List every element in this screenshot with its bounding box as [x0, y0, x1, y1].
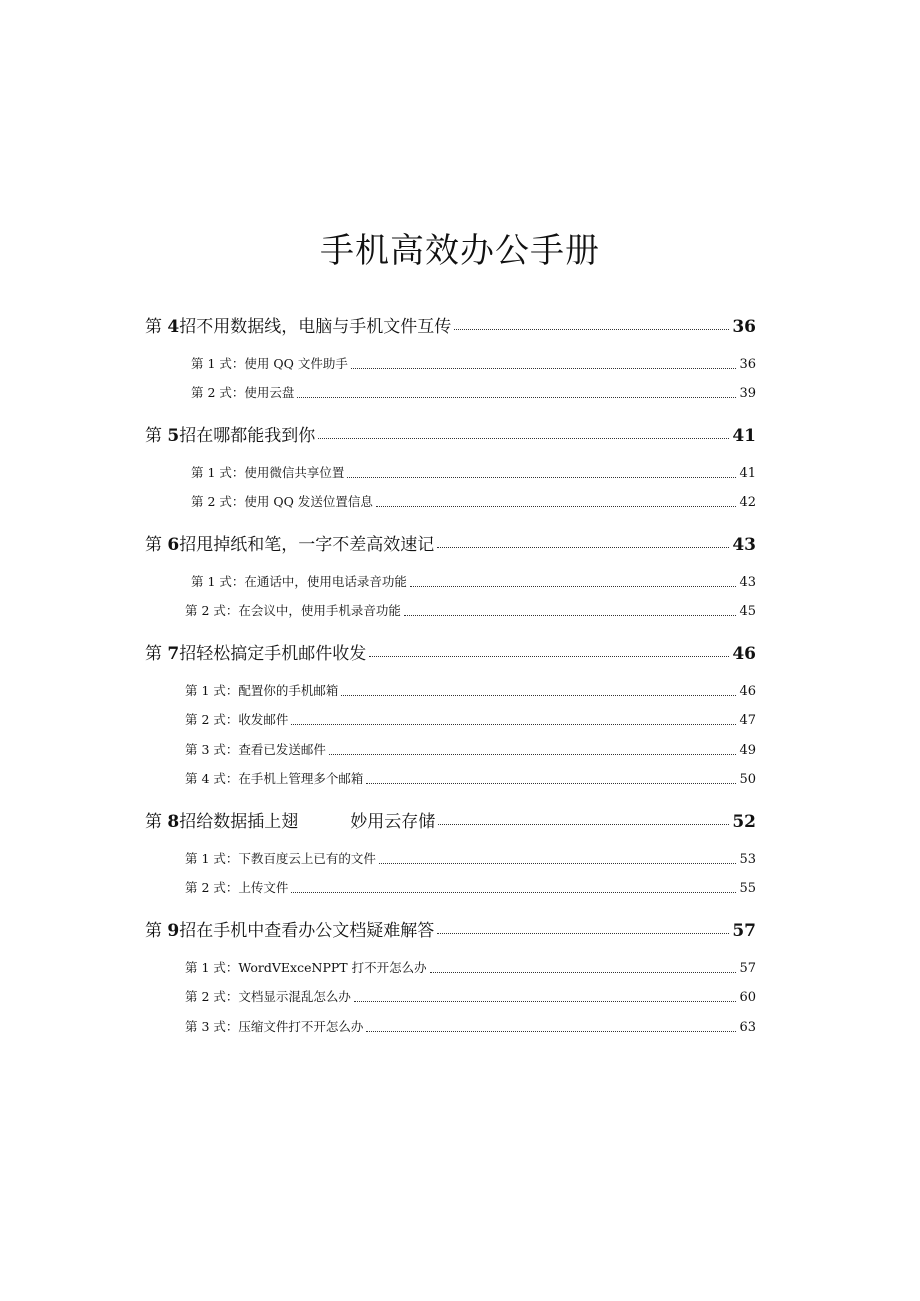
- toc-chapter-9[interactable]: [145, 916, 756, 941]
- dot-leader: [297, 397, 736, 398]
- page-number: 43: [732, 535, 756, 555]
- section-label: 第 2 式：使用云盘: [191, 385, 295, 400]
- page-number: 53: [739, 852, 756, 867]
- section-label: 第 2 式：在会议中，使用手机录音功能: [185, 603, 401, 618]
- toc-section[interactable]: [191, 354, 756, 372]
- chapter-label: 第 4招不用数据线，电脑与手机文件互传: [145, 317, 452, 337]
- page-number: 36: [732, 317, 756, 337]
- toc-section[interactable]: [185, 710, 756, 728]
- dot-leader: [329, 754, 737, 755]
- toc-section[interactable]: [191, 383, 756, 401]
- section-label: 第 2 式：文档显示混乱怎么办: [185, 989, 351, 1004]
- dot-leader: [351, 368, 737, 369]
- toc-section[interactable]: [185, 740, 756, 758]
- section-label: 第 4 式：在手机上管理多个邮箱: [185, 771, 364, 786]
- dot-leader: [438, 824, 729, 825]
- page-number: 57: [732, 921, 756, 941]
- chapter-label: 第 9招在手机中查看办公文档疑难解答: [145, 921, 435, 941]
- dot-leader: [366, 783, 736, 784]
- dot-leader: [410, 586, 737, 587]
- section-label: 第 1 式：配置你的手机邮箱: [185, 683, 339, 698]
- toc-chapter-8[interactable]: [145, 807, 756, 832]
- dot-leader: [291, 724, 736, 725]
- toc-chapter-7[interactable]: [145, 639, 756, 664]
- section-label: 第 1 式：使用微信共享位置: [191, 465, 345, 480]
- page-number: 49: [739, 743, 756, 758]
- toc-section[interactable]: [185, 987, 756, 1005]
- toc-chapter-6[interactable]: [145, 530, 756, 555]
- toc-section[interactable]: [185, 958, 756, 976]
- page-number: 52: [732, 812, 756, 832]
- toc-chapter-4[interactable]: [145, 312, 756, 337]
- toc-section[interactable]: [185, 878, 756, 896]
- dot-leader: [454, 329, 729, 330]
- section-label: 第 3 式：压缩文件打不开怎么办: [185, 1019, 364, 1034]
- toc-section[interactable]: [185, 1017, 756, 1035]
- dot-leader: [291, 892, 736, 893]
- page-number: 57: [739, 961, 756, 976]
- section-label: 第 1 式：在通话中，使用电话录音功能: [191, 574, 407, 589]
- page-number: 36: [739, 357, 756, 372]
- section-label: 第 3 式：查看已发送邮件: [185, 742, 326, 757]
- section-label: 第 1 式：使用 QQ 文件助手: [191, 356, 348, 371]
- page-number: 39: [739, 386, 756, 401]
- toc-section[interactable]: [185, 681, 756, 699]
- toc-section[interactable]: [191, 463, 756, 481]
- dot-leader: [437, 933, 729, 934]
- toc-section[interactable]: [185, 769, 756, 787]
- section-label: 第 1 式：WordVExceNPPT 打不开怎么办: [185, 960, 427, 975]
- dot-leader: [430, 972, 737, 973]
- page-number: 46: [739, 684, 756, 699]
- section-label: 第 2 式：上传文件: [185, 880, 289, 895]
- toc-section[interactable]: [185, 601, 756, 619]
- dot-leader: [318, 438, 729, 439]
- page-number: 63: [739, 1020, 756, 1035]
- page-number: 46: [732, 644, 756, 664]
- section-label: 第 2 式：使用 QQ 发送位置信息: [191, 494, 373, 509]
- dot-leader: [376, 506, 737, 507]
- dot-leader: [379, 863, 737, 864]
- page-number: 41: [739, 466, 756, 481]
- chapter-label: 第 5招在哪都能我到你: [145, 426, 316, 446]
- page-number: 60: [739, 990, 756, 1005]
- chapter-label: 第 7招轻松搞定手机邮件收发: [145, 644, 367, 664]
- page-number: 41: [732, 426, 756, 446]
- dot-leader: [341, 695, 736, 696]
- page-title: 手机高效办公手册: [320, 231, 600, 271]
- page-number: 55: [739, 881, 756, 896]
- page-number: 42: [739, 495, 756, 510]
- page-number: 45: [739, 604, 756, 619]
- page-number: 43: [739, 575, 756, 590]
- dot-leader: [366, 1031, 736, 1032]
- section-label: 第 1 式：下教百度云上已有的文件: [185, 851, 376, 866]
- toc-section[interactable]: [191, 572, 756, 590]
- page-number: 47: [739, 713, 756, 728]
- dot-leader: [437, 547, 729, 548]
- dot-leader: [347, 477, 736, 478]
- chapter-label: 第 6招甩掉纸和笔，一字不差高效速记: [145, 535, 435, 555]
- page-number: 50: [739, 772, 756, 787]
- dot-leader: [354, 1001, 737, 1002]
- chapter-label: 第 8招给数据插上翅 妙用云存储: [145, 812, 436, 832]
- toc-chapter-5[interactable]: [145, 421, 756, 446]
- toc-section[interactable]: [185, 849, 756, 867]
- dot-leader: [369, 656, 729, 657]
- section-label: 第 2 式：收发邮件: [185, 712, 289, 727]
- toc-section[interactable]: [191, 492, 756, 510]
- dot-leader: [404, 615, 737, 616]
